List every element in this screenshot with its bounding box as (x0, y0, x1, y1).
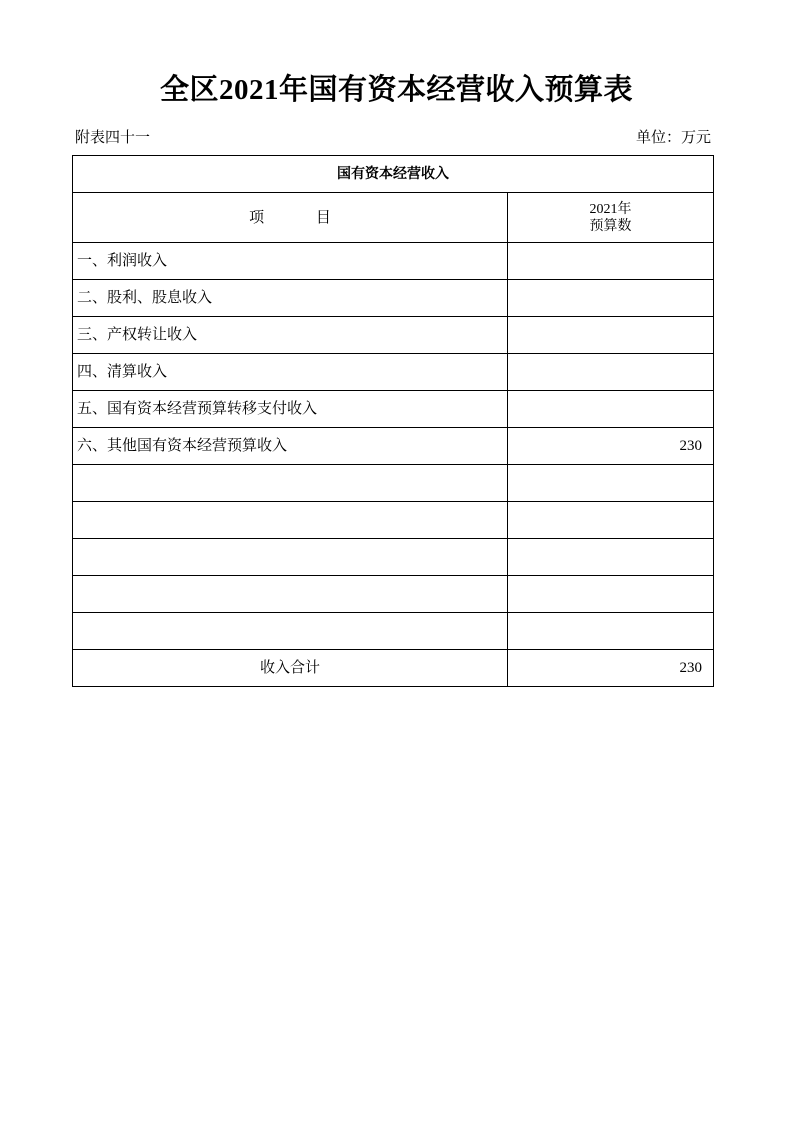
empty-cell (508, 539, 714, 576)
empty-cell (73, 613, 508, 650)
table-row (73, 354, 714, 391)
row-label: 四、清算收入 (73, 354, 508, 391)
total-label: 收入合计 (73, 650, 508, 687)
row-value (508, 280, 714, 317)
table-row (73, 243, 714, 280)
empty-row (73, 613, 714, 650)
empty-row (73, 539, 714, 576)
column-header-year: 2021年 (589, 201, 632, 217)
empty-cell (508, 502, 714, 539)
column-header-item (73, 193, 508, 243)
empty-row (73, 465, 714, 502)
table-row (73, 317, 714, 354)
row-value (508, 391, 714, 428)
total-row (73, 650, 714, 687)
row-value: 230 (508, 428, 714, 465)
column-header-row (73, 193, 714, 243)
table-row (73, 280, 714, 317)
page-title: 全区2021年国有资本经营收入预算表 (159, 74, 633, 106)
unit-label: 单位：万元 (635, 130, 711, 146)
table-number: 附表四十一 (75, 130, 151, 146)
row-value (508, 354, 714, 391)
row-label: 三、产权转让收入 (73, 317, 508, 354)
empty-cell (73, 465, 508, 502)
section-header: 国有资本经营收入 (73, 156, 714, 193)
empty-cell (508, 465, 714, 502)
column-header-budget-label: 预算数 (589, 218, 632, 234)
column-header-budget (508, 193, 714, 243)
table-row (73, 391, 714, 428)
column-header-item-label: 项 目 (249, 209, 331, 226)
empty-cell (508, 613, 714, 650)
empty-cell (73, 502, 508, 539)
table-row (73, 428, 714, 465)
empty-row (73, 502, 714, 539)
empty-cell (73, 576, 508, 613)
empty-row (73, 576, 714, 613)
row-label: 一、利润收入 (73, 243, 508, 280)
empty-cell (73, 539, 508, 576)
section-header-row (73, 156, 714, 193)
row-value (508, 243, 714, 280)
row-label: 五、国有资本经营预算转移支付收入 (73, 391, 508, 428)
total-value: 230 (508, 650, 714, 687)
empty-cell (508, 576, 714, 613)
row-label: 六、其他国有资本经营预算收入 (73, 428, 508, 465)
row-label: 二、股利、股息收入 (73, 280, 508, 317)
row-value (508, 317, 714, 354)
budget-table (72, 155, 714, 687)
